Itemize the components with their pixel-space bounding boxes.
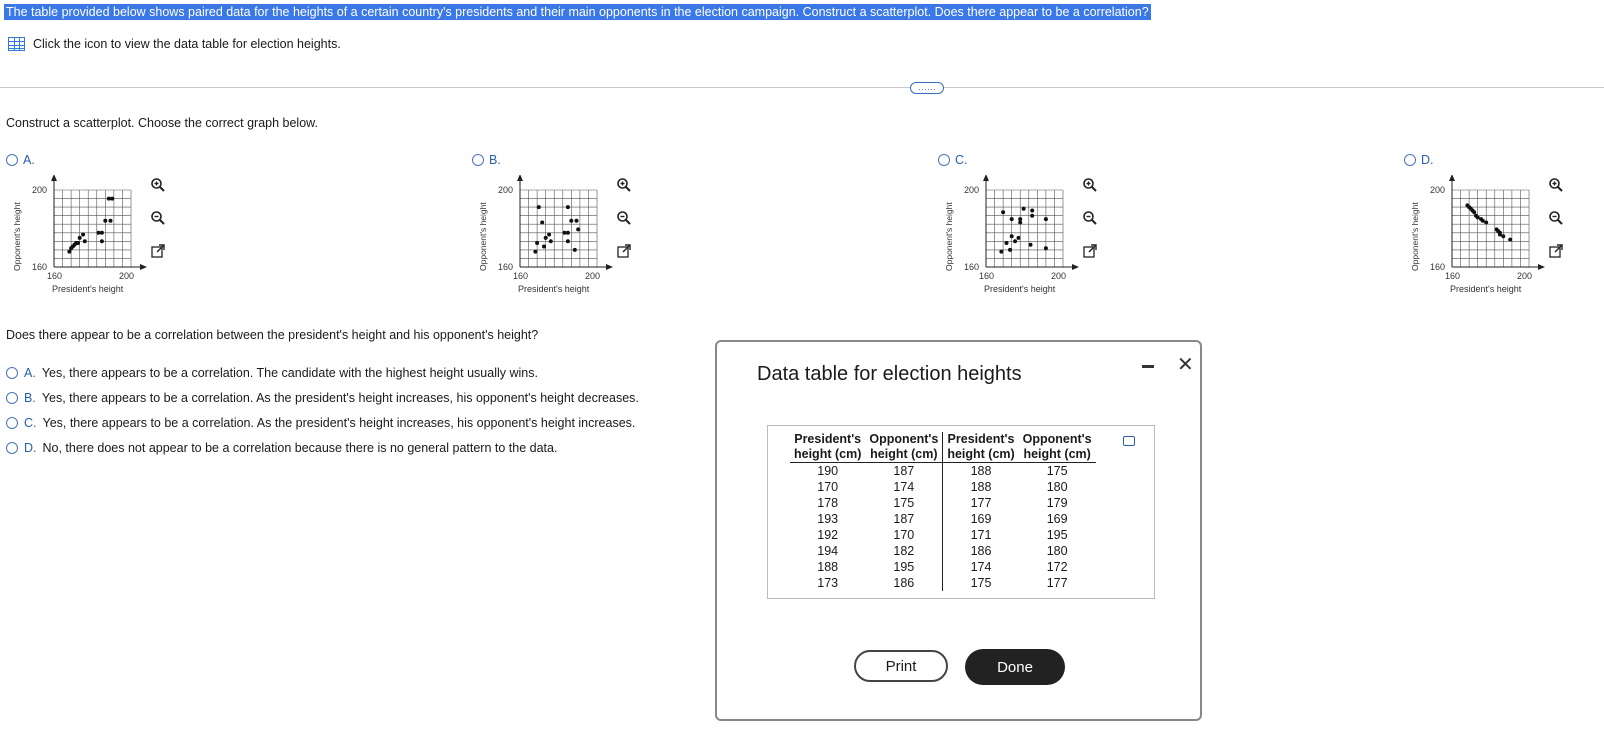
minimize-icon[interactable] (1142, 365, 1154, 368)
x-axis-label: President's height (984, 284, 1056, 294)
data-point (100, 231, 104, 235)
graph-controls (614, 175, 636, 274)
radio-button[interactable] (1404, 154, 1416, 166)
data-point (563, 231, 567, 235)
answer-option-c[interactable] (6, 416, 635, 430)
data-point (73, 243, 77, 247)
data-point (1010, 217, 1014, 221)
answer-letter: A. (24, 366, 36, 380)
table-cell: 195 (893, 560, 915, 574)
y-arrowhead (51, 175, 57, 181)
col-header: President's (943, 432, 1019, 447)
data-point (67, 250, 71, 254)
zoom-out-icon[interactable] (1080, 208, 1100, 228)
y-tick-label: 160 (32, 262, 48, 272)
table-icon[interactable] (8, 37, 25, 51)
data-point (1472, 210, 1476, 214)
popout-icon[interactable] (1546, 241, 1566, 261)
table-cell: 186 (943, 543, 1019, 559)
graph-controls (1080, 175, 1102, 274)
data-point (573, 248, 577, 252)
popout-icon[interactable] (614, 241, 634, 261)
y-arrowhead (983, 175, 989, 181)
table-cell: 187 (893, 512, 915, 526)
table-cell: 178 (817, 496, 839, 510)
answer-letter: B. (24, 391, 36, 405)
data-point (569, 219, 573, 223)
data-point (1030, 214, 1034, 218)
x-axis-label: President's height (52, 284, 124, 294)
answer-letter: D. (24, 441, 37, 455)
graph-controls (148, 175, 170, 274)
answer-option-a[interactable] (6, 366, 538, 380)
data-point (542, 245, 546, 249)
table-cell: 175 (1046, 464, 1068, 478)
option-letter: D. (1421, 153, 1434, 167)
data-point (1501, 234, 1505, 238)
y-tick-label: 160 (1430, 262, 1446, 272)
popout-icon[interactable] (148, 241, 168, 261)
scatterplot (476, 175, 616, 305)
zoom-in-icon[interactable] (1546, 175, 1566, 195)
data-point (544, 236, 548, 240)
data-point (1001, 210, 1005, 214)
x-tick-label: 200 (1051, 271, 1067, 281)
x-tick-label: 160 (47, 271, 63, 281)
table-cell: 187 (893, 464, 915, 478)
col-header-unit: height (cm) (943, 447, 1019, 463)
scatterplot (942, 175, 1082, 305)
data-point (1476, 215, 1480, 219)
table-row (790, 511, 1096, 527)
copy-icon[interactable] (1123, 436, 1135, 446)
data-point (83, 239, 87, 243)
radio-button[interactable] (6, 367, 18, 379)
table-row (790, 495, 1096, 511)
table-cell: 188 (943, 463, 1019, 480)
data-point (1029, 243, 1033, 247)
data-point (547, 233, 551, 237)
table-cell: 175 (893, 496, 915, 510)
data-point (1044, 246, 1048, 250)
x-axis-label: President's height (1450, 284, 1522, 294)
answer-text: Yes, there appears to be a correlation. The candidate with the highest height usually wins. (41, 366, 538, 380)
data-point (69, 246, 73, 250)
answer-option-b[interactable] (6, 391, 639, 405)
x-axis-label: President's height (518, 284, 590, 294)
data-point (566, 239, 570, 243)
graph-option-b[interactable] (472, 153, 501, 167)
x-tick-label: 200 (119, 271, 135, 281)
table-cell: 169 (1046, 512, 1068, 526)
col-header: Opponent's (1022, 432, 1092, 446)
table-cell: 173 (817, 576, 839, 590)
graph-option-a[interactable] (6, 153, 35, 167)
radio-button[interactable] (938, 154, 950, 166)
data-point (1498, 233, 1502, 237)
zoom-out-icon[interactable] (148, 208, 168, 228)
y-axis-label: Opponent's height (1410, 202, 1420, 271)
data-point (109, 219, 113, 223)
x-arrowhead (606, 264, 613, 270)
part1-prompt: Construct a scatterplot. Choose the correct graph below. (6, 116, 318, 130)
data-point (1030, 209, 1034, 213)
y-arrowhead (517, 175, 523, 181)
table-cell: 188 (943, 479, 1019, 495)
table-cell: 195 (1046, 528, 1068, 542)
scatterplot-svg (1408, 175, 1548, 285)
table-cell: 179 (1046, 496, 1068, 510)
radio-button[interactable] (6, 392, 18, 404)
y-axis-label: Opponent's height (478, 202, 488, 271)
zoom-in-icon[interactable] (1080, 175, 1100, 195)
table-row (790, 479, 1096, 495)
table-cell: 188 (817, 560, 839, 574)
data-table-box (767, 425, 1155, 599)
col-header-unit: height (cm) (790, 447, 865, 463)
table-cell: 170 (893, 528, 915, 542)
close-icon[interactable]: ✕ (1177, 354, 1194, 376)
zoom-out-icon[interactable] (614, 208, 634, 228)
data-point (1022, 207, 1026, 211)
question-text: The table provided below shows paired data for the heights of a certain country's presidents and their main opponents in the election campaign. Construct a scatterplot. Does there appear to be a correlation? (6, 5, 1149, 19)
table-cell: 170 (817, 480, 839, 494)
data-point (1008, 248, 1012, 252)
data-point (103, 219, 107, 223)
table-cell: 182 (893, 544, 915, 558)
table-cell: 193 (817, 512, 839, 526)
table-row (790, 543, 1096, 559)
scatterplot (1408, 175, 1548, 305)
col-header-unit: height (cm) (1019, 447, 1096, 463)
data-table-link-text: Click the icon to view the data table for election heights. (33, 37, 341, 51)
y-tick-label: 200 (964, 185, 980, 195)
data-table (790, 432, 1096, 591)
data-point (1044, 217, 1048, 221)
table-row (790, 463, 1096, 480)
zoom-out-icon[interactable] (1546, 208, 1566, 228)
scatterplot-svg (476, 175, 616, 285)
table-cell: 177 (1046, 576, 1068, 590)
x-arrowhead (140, 264, 147, 270)
answer-option-d[interactable] (6, 441, 557, 455)
x-tick-label: 200 (1517, 271, 1533, 281)
data-point (1481, 219, 1485, 223)
radio-button[interactable] (6, 417, 18, 429)
table-cell: 192 (817, 528, 839, 542)
table-cell: 171 (943, 527, 1019, 543)
data-point (100, 239, 104, 243)
answer-text: No, there does not appear to be a correlation because there is no general pattern to the data. (42, 441, 558, 455)
x-tick-label: 200 (585, 271, 601, 281)
data-point (1005, 241, 1009, 245)
scatterplot-svg (942, 175, 1082, 285)
table-cell: 174 (893, 480, 915, 494)
data-point (537, 205, 541, 209)
scatterplot-svg (10, 175, 150, 285)
table-cell: 175 (943, 575, 1019, 591)
table-cell: 186 (893, 576, 915, 590)
y-axis-label: Opponent's height (12, 202, 22, 271)
data-point (1484, 221, 1488, 225)
table-cell: 169 (943, 511, 1019, 527)
y-tick-label: 200 (498, 185, 514, 195)
x-tick-label: 160 (513, 271, 529, 281)
data-point (1013, 239, 1017, 243)
table-cell: 172 (1046, 560, 1068, 574)
data-point (575, 219, 579, 223)
data-point (576, 227, 580, 231)
x-arrowhead (1538, 264, 1545, 270)
table-cell: 190 (817, 464, 839, 478)
table-cell: 194 (817, 544, 839, 558)
radio-button[interactable] (6, 154, 18, 166)
data-point (533, 250, 537, 254)
x-tick-label: 160 (1445, 271, 1461, 281)
radio-button[interactable] (472, 154, 484, 166)
data-point (1010, 234, 1014, 238)
part2-prompt: Does there appear to be a correlation between the president's height and his opponent's height? (6, 328, 539, 342)
dialog-title: Data table for election heights (757, 363, 1022, 385)
col-header-unit: height (cm) (865, 447, 942, 463)
col-header: Opponent's (869, 432, 939, 446)
data-point (81, 233, 85, 237)
option-letter: A. (23, 153, 35, 167)
print-button[interactable]: Print (854, 650, 948, 682)
zoom-in-icon[interactable] (148, 175, 168, 195)
y-axis-label: Opponent's height (944, 202, 954, 271)
x-arrowhead (1072, 264, 1079, 270)
done-button[interactable]: Done (965, 649, 1065, 685)
table-cell: 177 (943, 495, 1019, 511)
data-table-link[interactable] (8, 37, 341, 51)
popout-icon[interactable] (1080, 241, 1100, 261)
option-letter: B. (489, 153, 501, 167)
table-cell: 174 (943, 559, 1019, 575)
y-tick-label: 200 (1430, 185, 1446, 195)
data-point (78, 236, 82, 240)
data-point (540, 221, 544, 225)
data-point (1018, 221, 1022, 225)
data-table-dialog (715, 340, 1202, 721)
option-letter: C. (955, 153, 968, 167)
expand-ellipsis-button[interactable]: …… (910, 82, 944, 94)
radio-button[interactable] (6, 442, 18, 454)
divider (0, 87, 1604, 88)
y-tick-label: 200 (32, 185, 48, 195)
table-row (790, 575, 1096, 591)
y-arrowhead (1449, 175, 1455, 181)
table-cell: 180 (1046, 544, 1068, 558)
answer-text: Yes, there appears to be a correlation. As the president's height increases, his opponent's height decreases. (41, 391, 639, 405)
y-tick-label: 160 (498, 262, 514, 272)
scatterplot (10, 175, 150, 305)
data-point (549, 239, 553, 243)
data-point (110, 197, 114, 201)
x-tick-label: 160 (979, 271, 995, 281)
data-point (566, 205, 570, 209)
graph-controls (1546, 175, 1568, 274)
table-row (790, 527, 1096, 543)
table-row (790, 559, 1096, 575)
data-point (535, 241, 539, 245)
answer-letter: C. (24, 416, 37, 430)
col-header: President's (794, 432, 862, 446)
answer-text: Yes, there appears to be a correlation. As the president's height increases, his opponent's height increases. (42, 416, 636, 430)
data-point (1508, 238, 1512, 242)
data-point (1017, 236, 1021, 240)
data-point (999, 250, 1003, 254)
graph-option-d[interactable] (1404, 153, 1434, 167)
graph-option-c[interactable] (938, 153, 968, 167)
table-cell: 180 (1046, 480, 1068, 494)
zoom-in-icon[interactable] (614, 175, 634, 195)
y-tick-label: 160 (964, 262, 980, 272)
